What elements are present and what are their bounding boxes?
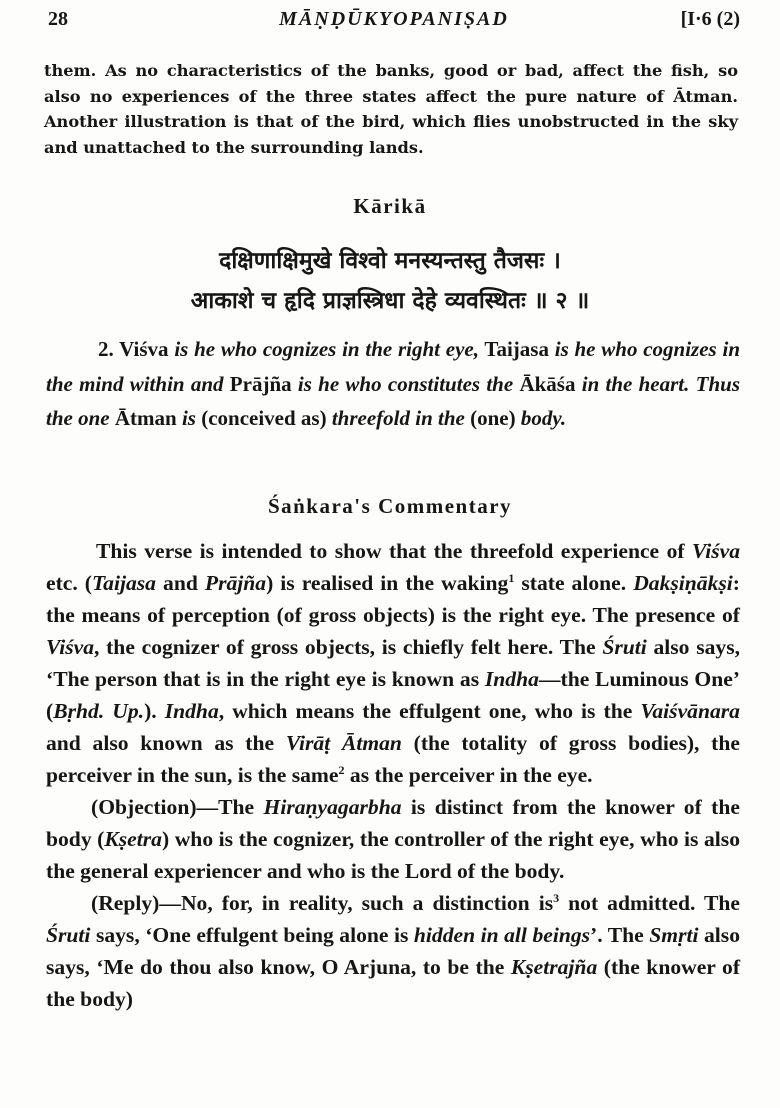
text-run: : the means of perception (of gross objects) is the right eye. The presence of [46, 571, 740, 627]
running-header [48, 6, 740, 36]
italic-term: Dakṣiṇākṣi [633, 571, 733, 595]
italic-term: Taijasa [91, 571, 156, 595]
italic-term: Viśva [692, 539, 740, 563]
verse-text: is he who constitutes the [297, 371, 514, 396]
italic-term: Kṣetrajña [510, 955, 598, 979]
text-run: (the totality of gross bodies), the perceiver in the sun, is the same [46, 731, 740, 787]
commentary-paragraph-2 [46, 791, 740, 887]
text-run: also says, ‘Me do thou also know, O Arjuna, to be the [46, 923, 740, 979]
text-run: (Objection)—The [91, 795, 255, 819]
verse-term: (conceived as) [201, 406, 327, 430]
sanskrit-line-2: आकाशे च हृदि प्राज्ञस्त्रिधा देहे व्यवस्थितः ॥ २ ॥ [190, 288, 590, 314]
verse-text: is [181, 406, 196, 430]
verse-text: in the heart. [581, 371, 690, 396]
text-run: and [163, 571, 198, 595]
italic-term: Vaiśvānara [640, 699, 740, 723]
italic-term: hidden in all beings [413, 923, 591, 947]
sanskrit-line-1: दक्षिणाक्षिमुखे विश्वो मनस्यन्तस्तु तैजसः । [219, 248, 561, 274]
italic-term: Hiraṇyagarbha [263, 795, 402, 819]
italic-term: Śruti [46, 923, 91, 947]
footnote-marker[interactable]: 2 [338, 762, 345, 777]
text-run: (the knower of the body) [46, 955, 741, 1011]
page-number: 28 [48, 8, 68, 30]
italic-term: Indha [164, 699, 219, 723]
text-run: This verse is intended to show that the threefold experience of [96, 539, 685, 563]
verse-text: body. [520, 406, 567, 430]
text-run: not admitted. The [568, 891, 740, 915]
text-run: —the Luminous One’ ( [46, 667, 740, 723]
italic-term: Bṛhd. Up. [53, 699, 145, 723]
commentary-paragraph-1 [46, 535, 740, 791]
verse-text: is he who cognizes in the right eye, [174, 337, 479, 361]
text-run: ). [144, 699, 157, 723]
commentary-body [46, 535, 740, 1015]
verse-term: Ākāśa [519, 371, 576, 396]
text-run: , the cognizer of gross objects, is chiefly felt here. The [94, 635, 596, 659]
text-run: (Reply)—No, for, in reality, such a distinction is [91, 891, 554, 915]
footnote-marker[interactable]: 1 [508, 570, 515, 585]
text-run: ) who is the cognizer, the controller of the right eye, who is also the general experiencer and who is the Lord of the body. [46, 827, 741, 883]
text-run: , which means the effulgent one, who is the [218, 699, 633, 723]
text-run: ’. The [590, 923, 644, 947]
verse-number: 2. [98, 337, 114, 361]
italic-term: Kṣetra [104, 827, 162, 851]
footnote-marker[interactable]: 3 [553, 890, 560, 905]
text-run: is distinct from the knower of the body ( [46, 795, 740, 851]
text-run: ) is realised in the waking [266, 571, 509, 595]
text-run: and also known as the [46, 731, 275, 755]
verse-text: is he who cognizes in the mind within and [46, 337, 741, 396]
intro-paragraph: them. As no characteristics of the banks, good or bad, affect the fish, so also no experiences of the three states affect the pure nature of Ātman. Another illustration is that of the bird, which flies unobstructed in the sky and unattached to the surrounding lands. [44, 61, 738, 157]
italic-term: Smṛti [649, 923, 699, 947]
verse-term: Taijasa [484, 337, 549, 361]
verse-translation [46, 332, 740, 436]
verse-term: Prājña [229, 371, 292, 396]
verse-term: Viśva [119, 337, 169, 361]
italic-term: Virāṭ Ātman [285, 731, 402, 755]
running-title: MĀṆḌŪKYOPANIṢAD [279, 8, 509, 30]
italic-term: Indha [484, 667, 539, 691]
verse-term: Ātman [114, 406, 177, 430]
italic-term: Viśva [46, 635, 94, 659]
commentary-heading: Śaṅkara's Commentary [267, 494, 513, 518]
text-run: also says, ‘The person that is in the right eye is known as [46, 635, 741, 691]
text-run: says, ‘One effulgent being alone is [95, 923, 409, 947]
text-run: as the perceiver in the eye. [349, 763, 593, 787]
karika-heading: Kārikā [353, 194, 427, 218]
commentary-paragraph-3 [46, 887, 740, 1015]
verse-term: (one) [470, 406, 516, 430]
section-reference: [I·6 (2) [680, 8, 740, 30]
italic-term: Śruti [602, 635, 647, 659]
verse-text: Thus the one [46, 371, 740, 430]
text-run: state alone. [521, 571, 627, 595]
italic-term: Prājña [204, 571, 267, 595]
text-run: etc. ( [46, 571, 92, 595]
verse-text: threefold in the [331, 406, 465, 430]
